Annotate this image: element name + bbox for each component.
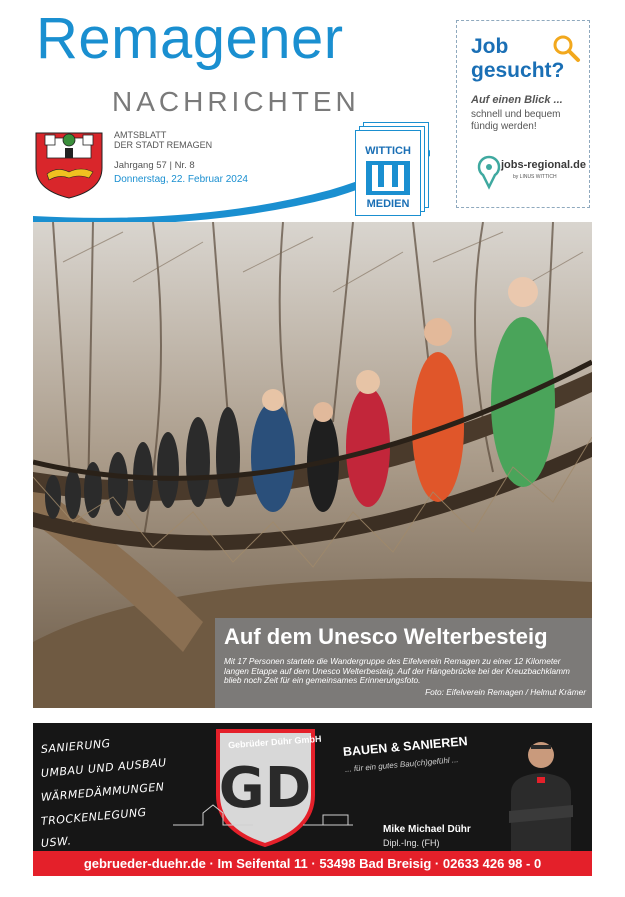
ad-slogan: BAUEN & SANIEREN	[342, 734, 469, 759]
amtsblatt-line-1: AMTSBLATT	[114, 130, 167, 140]
wittich-medien-logo	[355, 122, 427, 214]
job-ad-tagline: Auf einen Blick ...	[471, 94, 563, 106]
ad-contact-line[interactable]: gebrueder-duehr.de · Im Seifental 11 · 53498 Bad Breisig · 02633 426 98 - 0	[83, 856, 542, 871]
official-gazette-label	[114, 130, 212, 150]
magnifier-icon	[551, 33, 581, 63]
ad-slogan-sub: ... für ein gutes Bau(ch)gefühl ...	[344, 755, 459, 774]
job-search-ad[interactable]	[456, 20, 590, 208]
gebrueder-duehr-ad[interactable]	[33, 723, 592, 876]
issue-date: Donnerstag, 22. Februar 2024	[114, 174, 248, 185]
cover-headline: Auf dem Unesco Welterbesteig	[224, 624, 548, 649]
gd-logo-letters: GD	[218, 756, 312, 821]
cover-caption-text: Mit 17 Personen startete die Wandergruppe des Eifelverein Remagen zu einer 12 Kilometer langen Etappe auf dem Unesco Welterbesteig. Auf der Hängebrücke bei der Kreuzbachklamm blieb noch Zeit für ein gemeinsames Erinnerungsfoto.	[224, 656, 570, 685]
jobs-regional-logo-text: jobs-regional.de	[501, 159, 586, 171]
service-item: SANIERUNG	[40, 736, 112, 756]
service-item: WÄRMEDÄMMUNGEN	[40, 780, 166, 804]
wittich-w-icon	[366, 161, 410, 195]
company-small-name: Gebrüder Dühr GmbH	[227, 733, 322, 751]
newspaper-title: Remagener	[36, 6, 344, 71]
photo-credit: Foto: Eifelverein Remagen / Helmut Krämer	[425, 687, 586, 697]
service-item: USW.	[40, 834, 72, 850]
coat-of-arms-icon	[33, 130, 105, 200]
contact-person-name: Mike Michael Dühr	[383, 824, 471, 835]
contact-person-title: Dipl.-Ing. (FH)	[383, 838, 440, 848]
publisher-name-bottom: MEDIEN	[366, 198, 410, 210]
logo-card-front	[355, 130, 421, 216]
jobs-regional-byline: by LINUS WITTICH	[513, 174, 557, 180]
service-item: UMBAU UND AUSBAU	[40, 756, 168, 780]
job-ad-description: schnell und bequem fündig werden!	[471, 109, 561, 132]
person-photo-icon	[501, 731, 581, 855]
service-item: TROCKENLEGUNG	[40, 805, 148, 828]
amtsblatt-line-2: DER STADT REMAGEN	[114, 140, 213, 150]
job-ad-title-line-2: gesucht?	[471, 59, 565, 82]
publisher-name-top: WITTICH	[365, 145, 411, 157]
issue-number: Jahrgang 57 | Nr. 8	[114, 160, 195, 171]
job-ad-title-line-1: Job	[471, 35, 509, 58]
newspaper-subtitle: NACHRICHTEN	[112, 86, 360, 117]
